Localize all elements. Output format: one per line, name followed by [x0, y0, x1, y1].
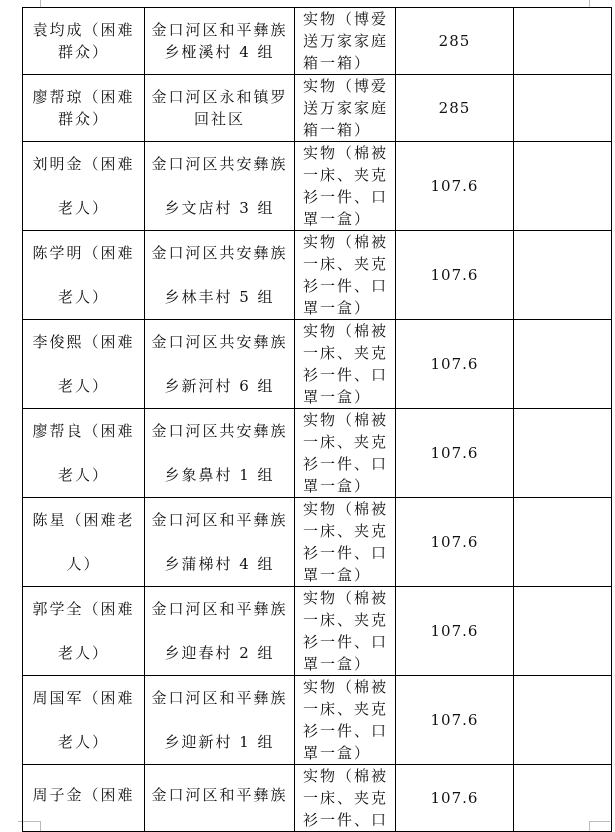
aid-item: 实物（棉被一床、夹克衫一件、口罩一盒）	[303, 678, 389, 762]
amount: 107.6	[430, 622, 479, 640]
address: 金口河区和平彝族乡迎新村 1 组	[151, 689, 288, 751]
amount-cell	[396, 498, 514, 587]
page-corner-mark	[589, 0, 590, 7]
table-row	[23, 409, 612, 498]
note-cell	[514, 320, 612, 409]
amount: 107.6	[430, 355, 479, 373]
address-cell	[145, 498, 295, 587]
amount-cell	[396, 231, 514, 320]
note-cell	[514, 765, 612, 832]
note-cell	[514, 8, 612, 75]
aid-item-cell	[295, 676, 396, 765]
recipient-name-cell	[23, 75, 145, 142]
aid-item-cell	[295, 142, 396, 231]
address-cell	[145, 8, 295, 75]
recipient-name: 刘明金（困难老人）	[32, 155, 135, 217]
table-row	[23, 587, 612, 676]
address: 金口河区和平彝族	[151, 786, 288, 804]
note-cell	[514, 231, 612, 320]
aid-item: 实物（棉被一床、夹克衫一件、口罩一盒）	[303, 322, 389, 406]
recipient-name-cell	[23, 142, 145, 231]
address: 金口河区和平彝族乡桠溪村 4 组	[151, 21, 288, 61]
amount-cell	[396, 409, 514, 498]
recipient-name: 廖帮良（困难老人）	[32, 422, 135, 484]
note-cell	[514, 409, 612, 498]
table-row	[23, 8, 612, 75]
recipient-name: 陈学明（困难老人）	[32, 244, 135, 306]
address: 金口河区共安彝族乡文店村 3 组	[151, 155, 288, 217]
aid-item-cell	[295, 409, 396, 498]
note-cell	[514, 142, 612, 231]
aid-item-cell	[295, 75, 396, 142]
table-row	[23, 765, 612, 832]
recipient-name-cell	[23, 765, 145, 832]
aid-item: 实物（棉被一床、夹克衫一件、口	[303, 767, 389, 829]
amount-cell	[396, 587, 514, 676]
amount: 107.6	[430, 177, 479, 195]
note-cell	[514, 498, 612, 587]
address: 金口河区和平彝族乡迎春村 2 组	[151, 600, 288, 662]
address-cell	[145, 231, 295, 320]
note-cell	[514, 75, 612, 142]
amount-cell	[396, 75, 514, 142]
aid-item: 实物（博爱送万家家庭箱一箱）	[303, 77, 389, 139]
address-cell	[145, 587, 295, 676]
recipient-name: 郭学全（困难老人）	[32, 600, 135, 662]
recipient-name: 廖帮琼（困难群众）	[32, 88, 135, 128]
aid-item: 实物（棉被一床、夹克衫一件、口罩一盒）	[303, 411, 389, 495]
amount: 285	[438, 32, 471, 50]
address: 金口河区共安彝族乡新河村 6 组	[151, 333, 288, 395]
note-cell	[514, 587, 612, 676]
table-row	[23, 320, 612, 409]
recipient-name-cell	[23, 231, 145, 320]
table-row	[23, 231, 612, 320]
aid-item-cell	[295, 498, 396, 587]
recipient-name-cell	[23, 8, 145, 75]
recipient-table	[22, 7, 612, 832]
recipient-name-cell	[23, 409, 145, 498]
address: 金口河区永和镇罗回社区	[151, 88, 288, 128]
amount: 107.6	[430, 711, 479, 729]
aid-item: 实物（博爱送万家家庭箱一箱）	[303, 10, 389, 72]
aid-item: 实物（棉被一床、夹克衫一件、口罩一盒）	[303, 500, 389, 584]
address-cell	[145, 409, 295, 498]
recipient-name-cell	[23, 676, 145, 765]
table-row	[23, 75, 612, 142]
aid-item-cell	[295, 765, 396, 832]
recipient-name: 袁均成（困难群众）	[32, 21, 135, 61]
aid-item-cell	[295, 587, 396, 676]
recipient-name-cell	[23, 587, 145, 676]
recipient-name: 陈星（困难老人）	[32, 511, 135, 573]
amount-cell	[396, 676, 514, 765]
note-cell	[514, 676, 612, 765]
amount-cell	[396, 765, 514, 832]
amount-cell	[396, 320, 514, 409]
amount: 107.6	[430, 444, 479, 462]
recipient-name: 周子金（困难	[32, 786, 135, 804]
recipient-name-cell	[23, 498, 145, 587]
address-cell	[145, 765, 295, 832]
recipient-name: 李俊熙（困难老人）	[32, 333, 135, 395]
amount-cell	[396, 8, 514, 75]
amount: 107.6	[430, 533, 479, 551]
amount: 107.6	[430, 266, 479, 284]
address: 金口河区和平彝族乡蒲梯村 4 组	[151, 511, 288, 573]
address: 金口河区共安彝族乡象鼻村 1 组	[151, 422, 288, 484]
aid-item-cell	[295, 8, 396, 75]
address-cell	[145, 75, 295, 142]
recipient-name: 周国军（困难老人）	[32, 689, 135, 751]
address: 金口河区共安彝族乡林丰村 5 组	[151, 244, 288, 306]
aid-item: 实物（棉被一床、夹克衫一件、口罩一盒）	[303, 589, 389, 673]
aid-item: 实物（棉被一床、夹克衫一件、口罩一盒）	[303, 144, 389, 228]
table-row	[23, 142, 612, 231]
amount: 107.6	[430, 789, 479, 807]
recipient-name-cell	[23, 320, 145, 409]
aid-item-cell	[295, 320, 396, 409]
page-corner-mark	[40, 0, 41, 7]
table-row	[23, 498, 612, 587]
address-cell	[145, 676, 295, 765]
aid-item-cell	[295, 231, 396, 320]
address-cell	[145, 320, 295, 409]
address-cell	[145, 142, 295, 231]
amount-cell	[396, 142, 514, 231]
amount: 285	[438, 99, 471, 117]
table-row	[23, 676, 612, 765]
aid-item: 实物（棉被一床、夹克衫一件、口罩一盒）	[303, 233, 389, 317]
